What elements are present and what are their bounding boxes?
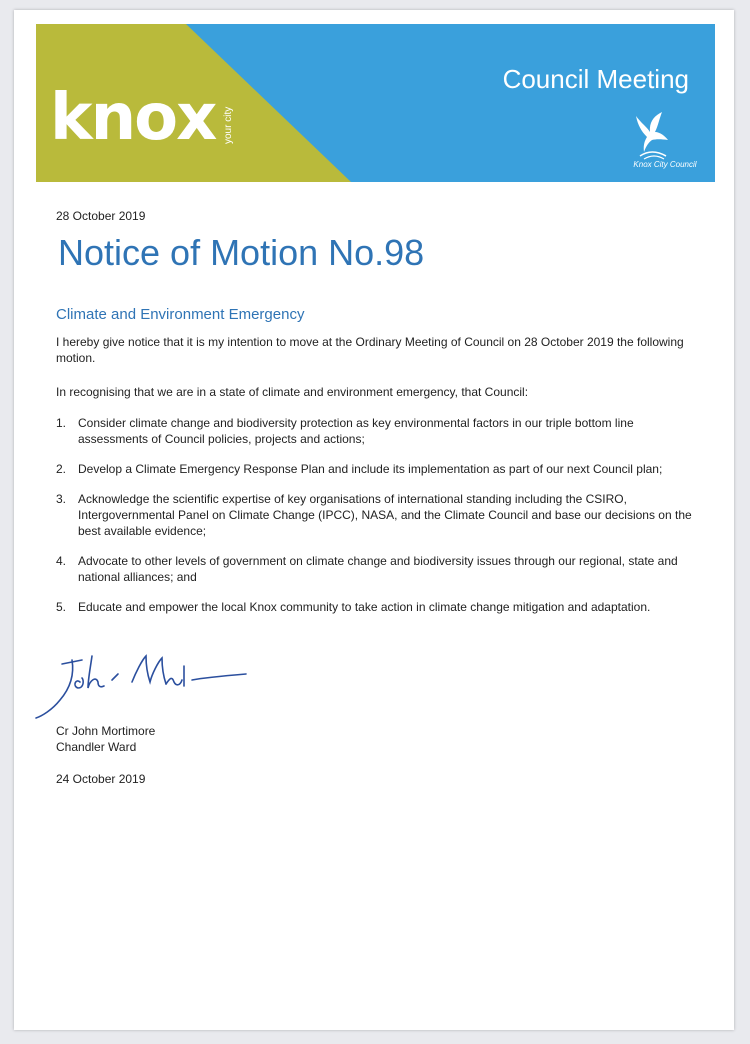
handwritten-signature — [32, 642, 272, 722]
document-page — [14, 10, 734, 1030]
banner-title: Council Meeting — [502, 64, 689, 94]
item-text: Educate and empower the local Knox community to take action in climate change mitigation and adaptation. — [78, 600, 651, 614]
knox-crest-icon — [632, 110, 672, 160]
meeting-date: 28 October 2019 — [56, 209, 146, 223]
list-item — [56, 553, 696, 585]
crest-label: Knox City Council — [633, 160, 697, 169]
page-title: Notice of Motion No.98 — [58, 232, 425, 273]
signed-date: 24 October 2019 — [56, 772, 146, 786]
motion-list — [56, 415, 696, 629]
item-number: 1. — [56, 416, 67, 430]
signer-ward: Chandler Ward — [56, 740, 137, 754]
intro-paragraph: I hereby give notice that it is my intention to move at the Ordinary Meeting of Council on 28 October 2019 the following motion. — [56, 335, 684, 365]
knox-logo: knox — [50, 81, 216, 155]
preamble-paragraph: In recognising that we are in a state of climate and environment emergency, that Council: — [56, 385, 529, 399]
header-banner — [36, 24, 715, 182]
item-text: Advocate to other levels of government on climate change and biodiversity issues through our regional, state and national alliances; and — [78, 554, 678, 584]
logo-tagline: your city — [223, 106, 234, 144]
list-item — [56, 491, 696, 539]
item-text: Acknowledge the scientific expertise of key organisations of international standing including the CSIRO, Intergovernmental Panel on Climate Change (IPCC), NASA, and the Climate Council and base our decisions on the best available evidence; — [78, 492, 692, 538]
item-text: Develop a Climate Emergency Response Plan and include its implementation as part of our next Council plan; — [78, 462, 663, 476]
list-item — [56, 415, 696, 447]
list-item — [56, 599, 696, 615]
list-item — [56, 461, 696, 477]
item-number: 5. — [56, 600, 67, 614]
motion-subheading: Climate and Environment Emergency — [56, 306, 305, 323]
signer-name: Cr John Mortimore — [56, 724, 156, 738]
item-number: 4. — [56, 554, 67, 568]
item-number: 2. — [56, 462, 67, 476]
item-number: 3. — [56, 492, 67, 506]
signer-block — [56, 723, 155, 755]
item-text: Consider climate change and biodiversity protection as key environmental factors in our triple bottom line assessments of Council policies, projects and actions; — [78, 416, 634, 446]
